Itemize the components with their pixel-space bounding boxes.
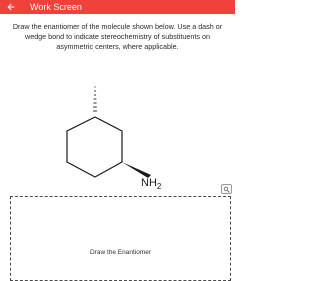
drawing-canvas[interactable] <box>10 196 231 281</box>
question-text: Draw the enantiomer of the molecule shown below. Use a dash or wedge bond to indicate stereochemistry of substituents on asymmetric centers, where applicable. <box>12 22 223 51</box>
magnifier-icon <box>223 186 230 193</box>
page-title: Work Screen <box>30 2 82 12</box>
canvas-hint: Draw the Enantiomer <box>89 249 152 256</box>
amine-label: $NH_2$ <box>141 177 162 191</box>
cyclohexane-ring <box>67 117 122 177</box>
dash-bond <box>93 87 97 111</box>
wedge-bond <box>122 162 151 178</box>
zoom-button[interactable] <box>221 184 232 194</box>
